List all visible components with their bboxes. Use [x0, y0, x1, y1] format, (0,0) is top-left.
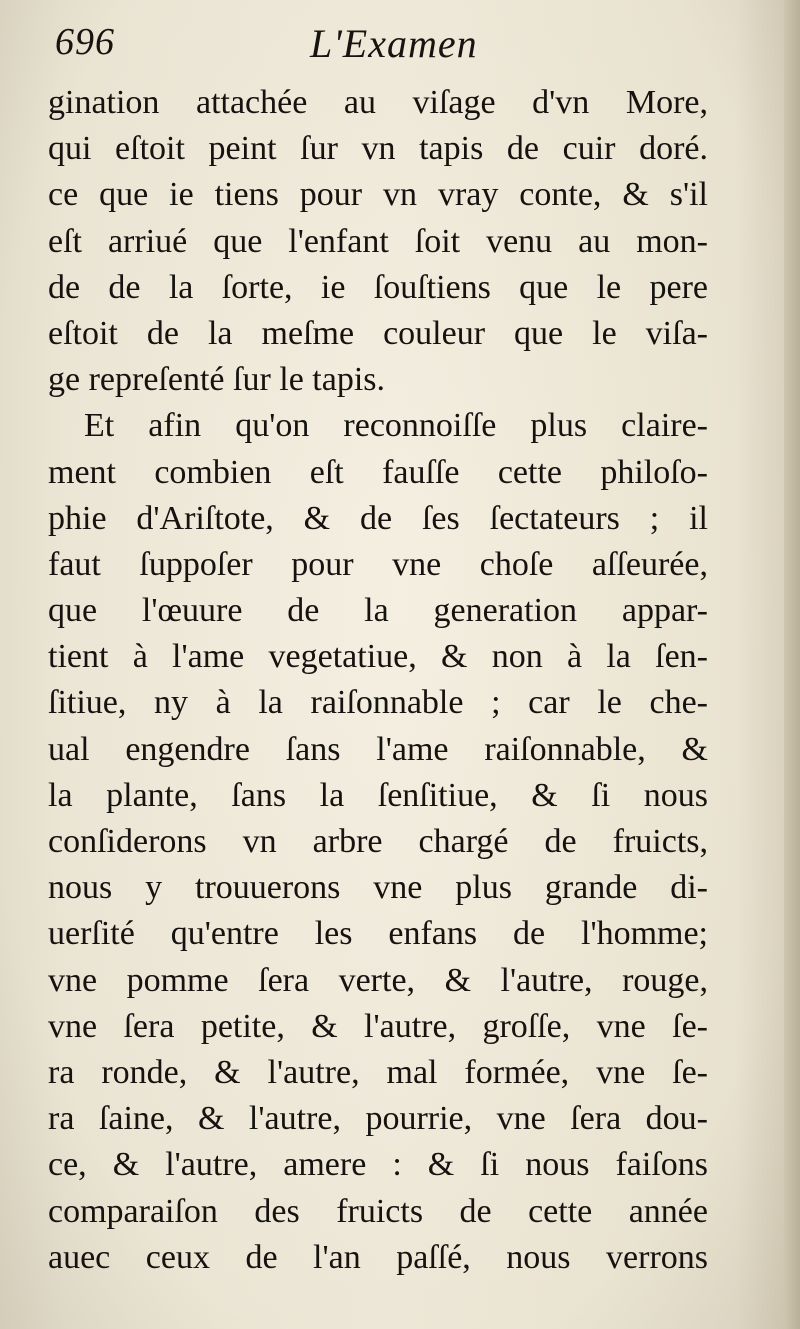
text-line: la plante, ſans la ſenſitiue, & ſi nous [48, 776, 708, 814]
text-line: eſtoit de la meſme couleur que le viſa- [48, 314, 708, 352]
text-line: uerſité qu'entre les enfans de l'homme; [48, 915, 708, 953]
page-header [55, 20, 730, 76]
text-line: ual engendre ſans l'ame raiſonnable, & [48, 730, 708, 768]
text-line: qui eſtoit peint ſur vn tapis de cuir doré. [48, 130, 708, 168]
text-line-paragraph-end: ge repreſenté ſur le tapis. [48, 361, 386, 399]
text-line: que l'œuure de la generation appar- [48, 592, 708, 630]
text-line: tient à l'ame vegetatiue, & non à la ſen- [48, 638, 708, 676]
text-line: gination attachée au viſage d'vn More, [48, 84, 708, 121]
text-line: phie d'Ariſtote, & de ſes ſectateurs ; il [48, 499, 708, 537]
text-line: ra ronde, & l'autre, mal formée, vne ſe- [48, 1053, 708, 1091]
text-line: conſiderons vn arbre chargé de fruicts, [48, 823, 708, 860]
text-line: eſt arriué que l'enfant ſoit venu au mon- [48, 222, 708, 260]
text-line: vne ſera petite, & l'autre, groſſe, vne ſe- [48, 1007, 708, 1045]
page-number: 696 [55, 21, 115, 63]
text-line: nous y trouuerons vne plus grande di- [48, 869, 708, 907]
text-line: ce, & l'autre, amere : & ſi nous faiſons [48, 1146, 708, 1184]
text-line: comparaiſon des fruicts de cette année [48, 1192, 708, 1230]
text-line: vne pomme ſera verte, & l'autre, rouge, [48, 961, 708, 999]
text-line: faut ſuppoſer pour vne choſe aſſeurée, [48, 545, 708, 583]
running-head: L'Examen [310, 21, 478, 66]
text-line: de de la ſorte, ie ſouſtiens que le pere [48, 268, 708, 306]
text-line: ce que ie tiens pour vn vray conte, & s'il [48, 176, 708, 214]
text-line: ra ſaine, & l'autre, pourrie, vne ſera dou- [48, 1100, 708, 1138]
text-line: ment combien eſt fauſſe cette philoſo- [48, 453, 708, 491]
page-gutter-edge [784, 0, 800, 1329]
text-line: auec ceux de l'an paſſé, nous verrons [48, 1238, 708, 1276]
text-line: ſitiue, ny à la raiſonnable ; car le che- [48, 684, 708, 722]
body-text [48, 80, 708, 1281]
text-line-paragraph-start: Et afin qu'on reconnoiſſe plus claire- [84, 407, 708, 445]
